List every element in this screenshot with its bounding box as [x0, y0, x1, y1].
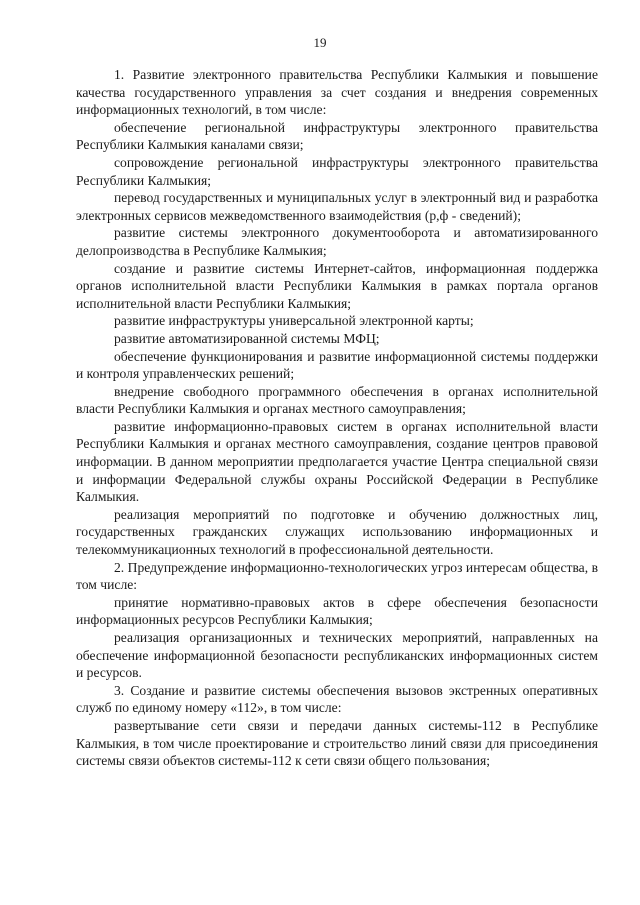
paragraph-item: внедрение свободного программного обеспечения в органах исполнительной власти Республики Калмыкия и органах местного самоуправления; — [76, 383, 598, 417]
paragraph-item: развитие инфраструктуры универсальной электронной карты; — [114, 313, 474, 329]
paragraph-item: развитие автоматизированной системы МФЦ; — [114, 330, 380, 346]
page-number: 19 — [313, 35, 327, 50]
paragraph-item: сопровождение региональной инфраструктуры электронного правительства Республики Калмыкия; — [76, 154, 598, 188]
paragraph-item: реализация организационных и технических мероприятий, направленных на обеспечение информационной безопасности республиканских информационных систем и ресурсов. — [76, 630, 598, 681]
document-body — [76, 66, 598, 770]
paragraph-section-1-heading: 1. Развитие электронного правительства Республики Калмыкия и повышение качества государственного управления за счет создания и внедрения современных информационных технологий, в том числе: — [76, 67, 598, 118]
paragraph-item: развитие информационно-правовых систем в органах исполнительной власти Республики Калмыкия и органах местного самоуправления, создание центров правовой информации. В данном мероприятии предполагается участие Центра специальной связи и информации Федеральной службы охраны Российской Федерации в Республике Калмыкия. — [76, 418, 598, 505]
paragraph-item: создание и развитие системы Интернет-сайтов, информационная поддержка органов исполнительной власти Республики Калмыкия в рамках портала органов исполнительной власти Республики Калмыкия; — [76, 260, 598, 311]
paragraph-item: развитие системы электронного документооборота и автоматизированного делопроизводства в Республике Калмыкия; — [76, 225, 598, 258]
paragraph-item: обеспечение функционирования и развитие информационной системы поддержки и контроля управленческих решений; — [76, 348, 598, 382]
paragraph-item: принятие нормативно-правовых актов в сфере обеспечения безопасности информационных ресурсов Республики Калмыкия; — [76, 594, 598, 628]
paragraph-item: развертывание сети связи и передачи данных системы-112 в Республике Калмыкия, в том числе проектирование и строительство линий связи для присоединения системы связи объектов системы-112 к сети связи общего пользования; — [76, 717, 598, 769]
paragraph-item: перевод государственных и муниципальных услуг в электронный вид и разработка электронных сервисов межведомственного взаимодействия (р,ф - сведений); — [76, 190, 598, 223]
paragraph-item: реализация мероприятий по подготовке и обучению должностных лиц, государственных гражданских служащих использованию информационных и телекоммуникационных технологий в профессиональной деятельности. — [76, 506, 598, 558]
paragraph-section-2-heading: 2. Предупреждение информационно-технологических угроз интересам общества, в том числе: — [76, 559, 598, 593]
paragraph-section-3-heading: 3. Создание и развитие системы обеспечения вызовов экстренных оперативных служб по единому номеру «112», в том числе: — [76, 682, 598, 716]
paragraph-item: обеспечение региональной инфраструктуры электронного правительства Республики Калмыкия каналами связи; — [76, 119, 598, 153]
